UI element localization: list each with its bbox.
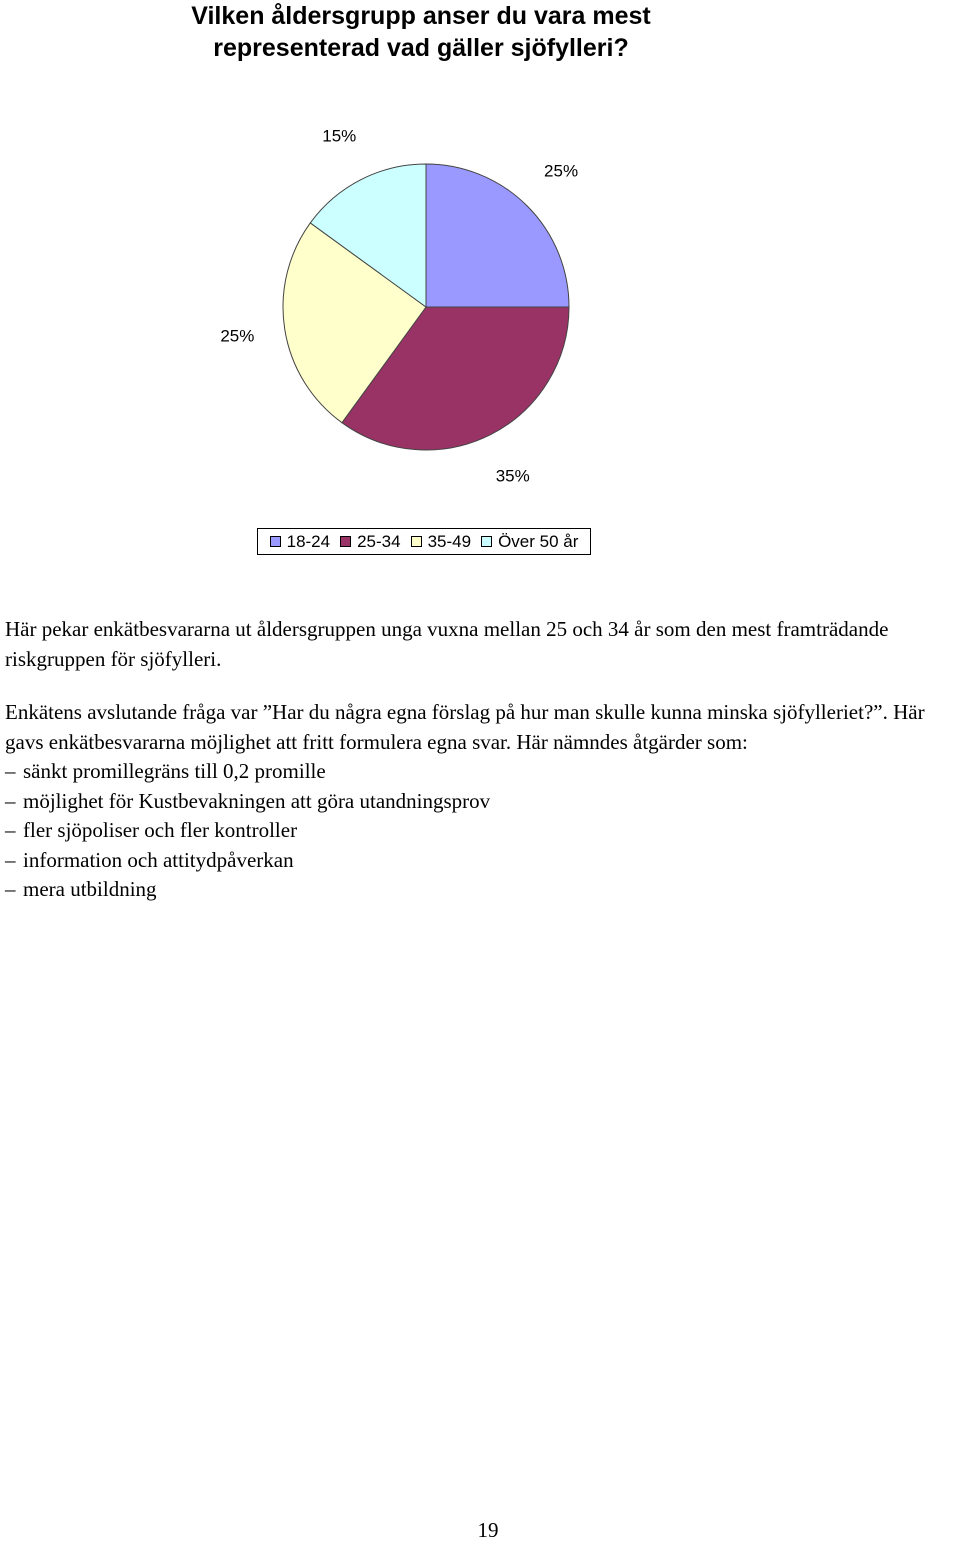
paragraph-summary: Här pekar enkätbesvararna ut åldersgruppen unga vuxna mellan 25 och 34 år som den mest framträdande riskgruppen för sjöfylleri. (5, 617, 889, 671)
list-item: – sänkt promillegräns till 0,2 promille (5, 757, 960, 787)
list-item: – möjlighet för Kustbevakningen att göra utandningsprov (5, 787, 960, 817)
chart-legend (257, 528, 591, 555)
page-number: 19 (477, 1518, 499, 1542)
list-item: – fler sjöpoliser och fler kontroller (5, 816, 960, 846)
chart-title-line-2: representerad vad gäller sjöfylleri? (213, 34, 629, 62)
chart-title-line-1: Vilken åldersgrupp anser du vara mest (191, 2, 651, 30)
paragraph-final-question-text: Enkätens avslutande fråga var ”Har du några egna förslag på hur man skulle kunna minska sjöfylleriet?”. Här gavs enkätbesvararna möjlighet att fritt formulera egna svar. Här nämndes åtgärder som: (5, 700, 925, 754)
list-item: – information och attitydpåverkan (5, 846, 960, 876)
list-item: – mera utbildning (5, 875, 960, 905)
data-label-25-34: 35% (495, 466, 530, 486)
chart-title (0, 0, 842, 64)
legend-item-35-49 (411, 532, 471, 552)
legend-swatch-18-24 (270, 536, 281, 547)
legend-item-18-24 (270, 532, 330, 552)
legend-label-35-49: 35-49 (427, 531, 472, 551)
data-label-ver-50-r: 15% (322, 130, 357, 146)
legend-label-18-24: 18-24 (286, 531, 331, 551)
pie-chart (0, 130, 860, 530)
data-label-35-49: 25% (220, 326, 255, 346)
data-label-18-24: 25% (544, 161, 579, 181)
legend-swatch-over-50 (481, 536, 492, 547)
legend-item-25-34 (340, 532, 400, 552)
legend-label-over-50: Över 50 år (498, 531, 579, 551)
legend-item-over-50 (481, 532, 578, 552)
legend-swatch-25-34 (340, 536, 351, 547)
legend-label-25-34: 25-34 (357, 531, 401, 551)
pie-slice-18-24 (426, 164, 569, 307)
measures-list (5, 757, 960, 905)
legend-swatch-35-49 (411, 536, 422, 547)
paragraph-final-question (5, 698, 960, 905)
